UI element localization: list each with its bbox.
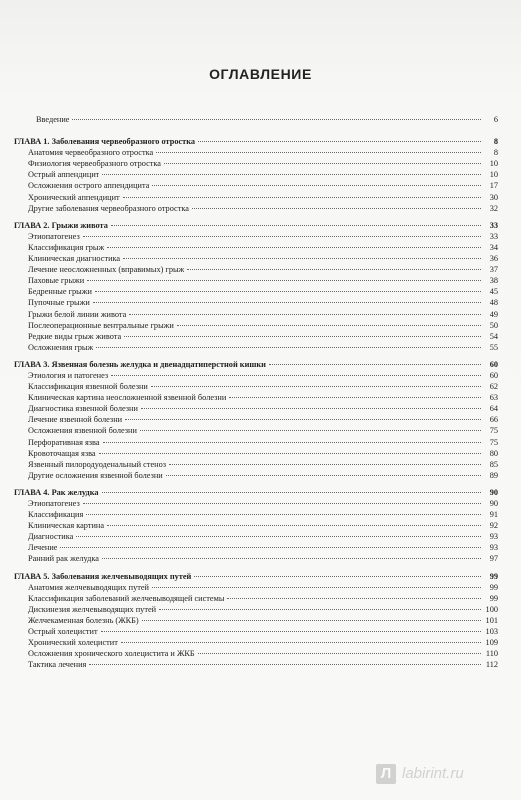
toc-item bbox=[14, 158, 498, 169]
dot-leader bbox=[151, 386, 481, 387]
toc-item-page-number: 89 bbox=[489, 470, 498, 480]
toc-chapter-label: ГЛАВА 3. Язвенная болезнь желудка и двенадцатиперстной кишки bbox=[14, 359, 266, 369]
toc-item-page-number: 32 bbox=[489, 203, 498, 213]
dot-leader bbox=[192, 208, 481, 209]
toc-item bbox=[14, 520, 498, 531]
toc-item-label: Тактика лечения bbox=[28, 660, 87, 670]
dot-leader bbox=[198, 653, 481, 654]
toc-item-label: Хронический холецистит bbox=[28, 638, 118, 648]
dot-leader bbox=[152, 587, 481, 588]
toc-item-label: Перфоративная язва bbox=[28, 437, 100, 447]
toc-item-page-number: 103 bbox=[485, 627, 498, 637]
dot-leader bbox=[107, 525, 481, 526]
toc-chapter-label: ГЛАВА 1. Заболевания червеобразного отростка bbox=[14, 137, 196, 147]
toc-item bbox=[14, 392, 498, 403]
toc-item-label: Осложнения грыж bbox=[28, 342, 94, 352]
toc-item-label: Этиология и патогенез bbox=[28, 370, 109, 380]
toc-item bbox=[14, 286, 498, 297]
dot-leader bbox=[187, 269, 481, 270]
toc-chapter-page-number: 8 bbox=[493, 137, 498, 147]
dot-leader bbox=[99, 453, 481, 454]
toc-item-page-number: 54 bbox=[489, 331, 498, 341]
toc-item-page-number: 99 bbox=[489, 593, 498, 603]
dot-leader bbox=[166, 475, 481, 476]
toc-item bbox=[14, 531, 498, 542]
toc-item-page-number: 38 bbox=[489, 276, 498, 286]
toc-item-label: Острый аппендицит bbox=[28, 170, 100, 180]
toc-item bbox=[14, 381, 498, 392]
toc-item-label: Острый холецистит bbox=[28, 627, 98, 637]
toc-item-page-number: 91 bbox=[489, 510, 498, 520]
toc-item bbox=[14, 264, 498, 275]
toc-item bbox=[14, 593, 498, 604]
toc-item-label: Клиническая диагностика bbox=[28, 254, 121, 264]
dot-leader bbox=[123, 258, 481, 259]
toc-item-label: Классификация язвенной болезни bbox=[28, 382, 148, 392]
dot-leader bbox=[102, 174, 481, 175]
toc-item bbox=[14, 203, 498, 214]
toc-item-page-number: 55 bbox=[489, 342, 498, 352]
toc-item bbox=[14, 297, 498, 308]
toc-item-label: Язвенный пилородуоденальный стеноз bbox=[28, 459, 167, 469]
toc-chapter-page-number: 99 bbox=[489, 571, 498, 581]
toc-item-page-number: 10 bbox=[489, 159, 498, 169]
dot-leader bbox=[95, 291, 481, 292]
dot-leader bbox=[152, 185, 481, 186]
toc-item-label: Диагностика язвенной болезни bbox=[28, 404, 138, 414]
dot-leader bbox=[124, 336, 481, 337]
toc-item-label: Желчекаменная болезнь (ЖКБ) bbox=[28, 615, 139, 625]
toc-item bbox=[14, 659, 498, 670]
toc-item-page-number: 8 bbox=[493, 148, 498, 158]
dot-leader bbox=[83, 503, 481, 504]
dot-leader bbox=[101, 631, 481, 632]
toc-item bbox=[14, 403, 498, 414]
dot-leader bbox=[102, 492, 481, 493]
toc-item-label: Ранний рак желудка bbox=[28, 554, 99, 564]
toc-intro-label: Введение bbox=[36, 115, 70, 124]
toc-item-label: Этиопатогенез bbox=[28, 231, 80, 241]
toc-item bbox=[14, 309, 498, 320]
toc-item-page-number: 63 bbox=[489, 393, 498, 403]
dot-leader bbox=[111, 375, 481, 376]
dot-leader bbox=[227, 598, 481, 599]
toc-item-page-number: 33 bbox=[489, 231, 498, 241]
toc-item-page-number: 48 bbox=[489, 298, 498, 308]
toc-item-page-number: 30 bbox=[489, 192, 498, 202]
logo-icon: Л bbox=[376, 764, 396, 784]
dot-leader bbox=[125, 419, 481, 420]
toc-item bbox=[14, 648, 498, 659]
toc-item-label: Хронический аппендицит bbox=[28, 192, 120, 202]
toc-item-page-number: 60 bbox=[489, 370, 498, 380]
toc-chapter-label: ГЛАВА 5. Заболевания желчевыводящих путей bbox=[14, 571, 192, 581]
dot-leader bbox=[159, 609, 481, 610]
toc-item bbox=[14, 626, 498, 637]
toc-item-page-number: 45 bbox=[489, 287, 498, 297]
toc-item-label: Анатомия червеобразного отростка bbox=[28, 148, 154, 158]
toc-chapter bbox=[14, 487, 498, 498]
toc-item-label: Классификация заболеваний желчевыводящей системы bbox=[28, 593, 225, 603]
dot-leader bbox=[76, 536, 481, 537]
dot-leader bbox=[123, 197, 481, 198]
toc-item bbox=[14, 147, 498, 158]
toc-item bbox=[14, 253, 498, 264]
toc-item bbox=[14, 331, 498, 342]
toc-item-label: Осложнения острого аппендицита bbox=[28, 181, 150, 191]
toc-item-page-number: 75 bbox=[489, 426, 498, 436]
toc-item-label: Грыжи белой линии живота bbox=[28, 309, 127, 319]
toc-item-label: Дискинезия желчевыводящих путей bbox=[28, 604, 157, 614]
toc-item-page-number: 97 bbox=[489, 554, 498, 564]
table-of-contents bbox=[14, 114, 498, 670]
toc-item bbox=[14, 498, 498, 509]
toc-item-label: Кровоточащая язва bbox=[28, 448, 96, 458]
toc-item bbox=[14, 192, 498, 203]
toc-item-label: Классификация bbox=[28, 510, 84, 520]
dot-leader bbox=[156, 152, 481, 153]
toc-item bbox=[14, 604, 498, 615]
toc-chapter-page-number: 33 bbox=[489, 220, 498, 230]
toc-item-label: Клиническая картина bbox=[28, 521, 105, 531]
dot-leader bbox=[269, 364, 481, 365]
toc-item-label: Бедренные грыжи bbox=[28, 287, 92, 297]
toc-item bbox=[14, 637, 498, 648]
toc-item-label: Лечение неосложненных (вправимых) грыж bbox=[28, 265, 185, 275]
toc-item-label: Осложнения язвенной болезни bbox=[28, 426, 137, 436]
toc-item-page-number: 37 bbox=[489, 265, 498, 275]
toc-chapter bbox=[14, 571, 498, 582]
toc-item bbox=[14, 414, 498, 425]
toc-item-label: Лечение язвенной болезни bbox=[28, 415, 123, 425]
dot-leader bbox=[86, 514, 481, 515]
dot-leader bbox=[198, 141, 481, 142]
toc-item-page-number: 62 bbox=[489, 382, 498, 392]
toc-chapter-page-number: 60 bbox=[489, 359, 498, 369]
toc-item-label: Лечение bbox=[28, 543, 58, 553]
dot-leader bbox=[103, 442, 481, 443]
toc-item-page-number: 50 bbox=[489, 320, 498, 330]
toc-item bbox=[14, 582, 498, 593]
dot-leader bbox=[142, 620, 481, 621]
dot-leader bbox=[107, 247, 481, 248]
toc-item-page-number: 75 bbox=[489, 437, 498, 447]
dot-leader bbox=[60, 547, 481, 548]
toc-chapter-label: ГЛАВА 2. Грыжи живота bbox=[14, 220, 108, 230]
toc-item-label: Другие заболевания червеобразного отростка bbox=[28, 203, 189, 213]
dot-leader bbox=[93, 302, 481, 303]
toc-item-page-number: 100 bbox=[485, 604, 498, 614]
toc-item-label: Классификация грыж bbox=[28, 242, 105, 252]
toc-item bbox=[14, 320, 498, 331]
toc-item-label: Этиопатогенез bbox=[28, 499, 80, 508]
toc-item bbox=[14, 553, 498, 564]
toc-chapter bbox=[14, 220, 498, 231]
toc-intro bbox=[14, 114, 498, 125]
page-title: ОГЛАВЛЕНИЕ bbox=[209, 66, 312, 82]
toc-item bbox=[14, 459, 498, 470]
dot-leader bbox=[111, 225, 481, 226]
toc-item bbox=[14, 425, 498, 436]
dot-leader bbox=[72, 119, 481, 120]
toc-item-page-number: 34 bbox=[489, 242, 498, 252]
toc-item bbox=[14, 448, 498, 459]
dot-leader bbox=[140, 430, 481, 431]
toc-item-label: Пупочные грыжи bbox=[28, 298, 90, 308]
toc-item-label: Послеоперационные вентральные грыжи bbox=[28, 320, 174, 330]
dot-leader bbox=[83, 236, 481, 237]
dot-leader bbox=[164, 163, 481, 164]
toc-item-label: Редкие виды грыж живота bbox=[28, 331, 122, 341]
toc-item-label: Другие осложнения язвенной болезни bbox=[28, 470, 163, 480]
dot-leader bbox=[96, 347, 481, 348]
toc-item-page-number: 112 bbox=[485, 660, 498, 670]
toc-item-page-number: 99 bbox=[489, 582, 498, 592]
toc-item bbox=[14, 437, 498, 448]
dot-leader bbox=[169, 464, 481, 465]
toc-item-page-number: 66 bbox=[489, 415, 498, 425]
toc-item-label: Физиология червеобразного отростка bbox=[28, 159, 161, 169]
toc-intro-page-number: 6 bbox=[493, 115, 498, 124]
dot-leader bbox=[87, 280, 481, 281]
toc-item-page-number: 101 bbox=[485, 615, 498, 625]
toc-item-page-number: 93 bbox=[489, 543, 498, 553]
toc-chapter-page-number: 90 bbox=[489, 487, 498, 497]
toc-item-page-number: 10 bbox=[489, 170, 498, 180]
toc-item-page-number: 49 bbox=[489, 309, 498, 319]
toc-item-page-number: 92 bbox=[489, 521, 498, 531]
toc-item bbox=[14, 615, 498, 626]
toc-chapter-label: ГЛАВА 4. Рак желудка bbox=[14, 487, 99, 497]
dot-leader bbox=[194, 576, 481, 577]
dot-leader bbox=[177, 325, 481, 326]
toc-item-page-number: 110 bbox=[485, 649, 498, 659]
toc-item-label: Паховые грыжи bbox=[28, 276, 85, 286]
toc-item-page-number: 64 bbox=[489, 404, 498, 414]
toc-item bbox=[14, 370, 498, 381]
toc-item bbox=[14, 542, 498, 553]
toc-item bbox=[14, 169, 498, 180]
toc-item-page-number: 93 bbox=[489, 532, 498, 542]
dot-leader bbox=[229, 397, 481, 398]
toc-item bbox=[14, 342, 498, 353]
dot-leader bbox=[129, 314, 481, 315]
toc-item-page-number: 90 bbox=[489, 499, 498, 508]
toc-item-page-number: 17 bbox=[489, 181, 498, 191]
toc-item-label: Осложнения хронического холецистита и ЖКБ bbox=[28, 649, 195, 659]
toc-item bbox=[14, 470, 498, 481]
dot-leader bbox=[121, 642, 481, 643]
toc-item bbox=[14, 275, 498, 286]
toc-chapter bbox=[14, 136, 498, 147]
toc-item bbox=[14, 509, 498, 520]
toc-item-page-number: 36 bbox=[489, 254, 498, 264]
toc-item-page-number: 80 bbox=[489, 448, 498, 458]
dot-leader bbox=[89, 664, 481, 665]
toc-item bbox=[14, 242, 498, 253]
logo-text: labirint.ru bbox=[402, 765, 464, 782]
toc-item-page-number: 109 bbox=[485, 638, 498, 648]
toc-item bbox=[14, 231, 498, 242]
watermark-logo bbox=[376, 764, 506, 786]
dot-leader bbox=[141, 408, 481, 409]
toc-item-label: Клиническая картина неосложненной язвенной болезни bbox=[28, 393, 227, 403]
dot-leader bbox=[102, 558, 481, 559]
toc-item-label: Анатомия желчевыводящих путей bbox=[28, 582, 149, 592]
toc-item bbox=[14, 180, 498, 191]
toc-chapter bbox=[14, 359, 498, 370]
toc-item-label: Диагностика bbox=[28, 532, 74, 542]
toc-item-page-number: 85 bbox=[489, 459, 498, 469]
